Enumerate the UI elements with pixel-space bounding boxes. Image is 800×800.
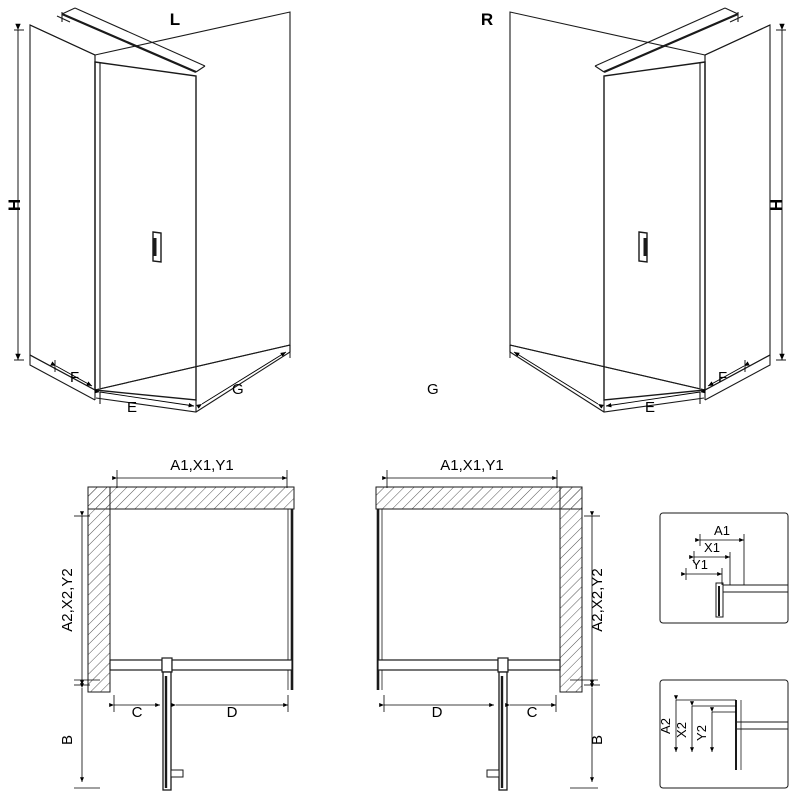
detail-bottom-dim-2: X2	[674, 722, 689, 738]
iso-right-height-label: H	[767, 198, 786, 212]
iso-right-depth-label: F	[718, 369, 728, 386]
iso-left-height-label: H	[5, 198, 24, 212]
plan-right-bottom-dim-1: D	[431, 704, 443, 721]
plan-left-side-dim: A2,X2,Y2	[59, 568, 76, 632]
iso-left-side-label: G	[232, 381, 244, 398]
plan-left-swing-dim: B	[59, 734, 76, 746]
detail-bottom-view	[658, 680, 788, 788]
iso-right-side-label: G	[427, 381, 439, 398]
iso-left-door-label: E	[127, 399, 138, 416]
detail-bottom-dim-1: A2	[658, 718, 673, 734]
detail-top-dim-1: A1	[714, 523, 730, 538]
plan-left-view	[59, 457, 294, 790]
iso-left-view	[30, 8, 290, 412]
detail-bottom-dim-3: Y2	[694, 725, 709, 741]
iso-left-depth-label: F	[70, 369, 80, 386]
plan-right-top-dim: A1,X1,Y1	[440, 457, 504, 474]
plan-right-view	[376, 457, 606, 790]
iso-right-title: R	[480, 10, 494, 29]
iso-right-door-label: E	[645, 399, 656, 416]
plan-right-side-dim: A2,X2,Y2	[589, 568, 606, 632]
plan-left-bottom-dim-1: C	[131, 704, 143, 721]
plan-left-bottom-dim-2: D	[226, 704, 238, 721]
plan-left-top-dim: A1,X1,Y1	[170, 457, 234, 474]
detail-top-dim-3: Y1	[692, 557, 708, 572]
iso-left-title: L	[169, 10, 181, 29]
detail-top-dim-2: X1	[704, 540, 720, 555]
plan-right-swing-dim: B	[589, 734, 606, 746]
plan-right-bottom-dim-2: C	[526, 704, 538, 721]
iso-right-view	[510, 8, 770, 412]
detail-top-view	[660, 513, 788, 623]
